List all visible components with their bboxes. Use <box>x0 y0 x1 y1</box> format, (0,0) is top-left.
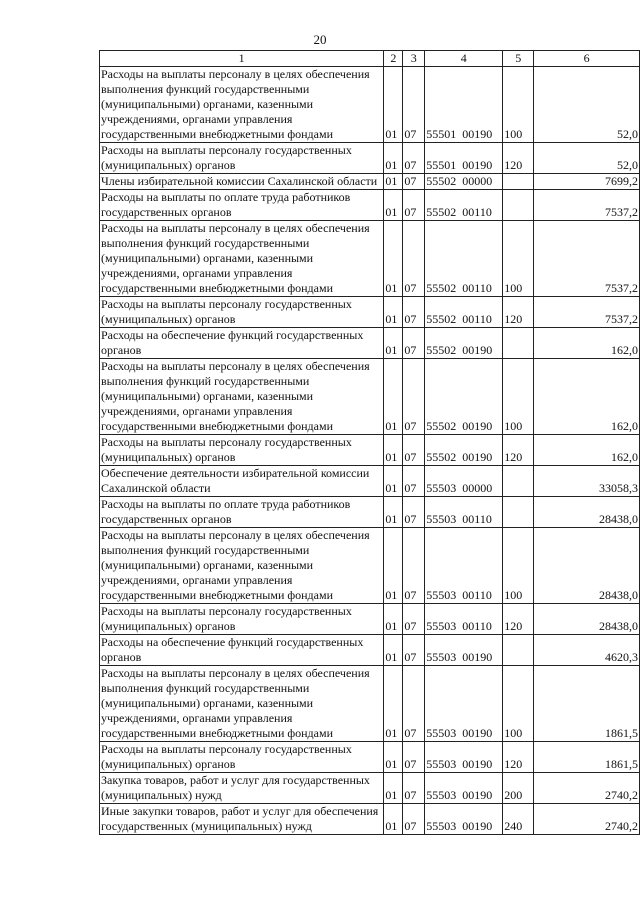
cell-subsection: 07 <box>403 773 425 804</box>
cell-target-article: 55502 00110 <box>425 297 503 328</box>
cell-section: 01 <box>384 67 403 143</box>
table-row <box>100 435 640 466</box>
cell-subsection: 07 <box>403 67 425 143</box>
cell-expense-type <box>503 190 534 221</box>
cell-amount: 52,0 <box>534 143 640 174</box>
cell-description: Расходы на выплаты персоналу государственных (муниципальных) органов <box>100 297 384 328</box>
cell-section: 01 <box>384 635 403 666</box>
cell-expense-type: 100 <box>503 67 534 143</box>
cell-subsection: 07 <box>403 635 425 666</box>
table-row <box>100 666 640 742</box>
cell-subsection: 07 <box>403 435 425 466</box>
cell-section: 01 <box>384 435 403 466</box>
cell-amount: 7537,2 <box>534 297 640 328</box>
cell-section: 01 <box>384 804 403 835</box>
cell-section: 01 <box>384 328 403 359</box>
cell-amount: 7537,2 <box>534 190 640 221</box>
cell-subsection: 07 <box>403 666 425 742</box>
cell-subsection: 07 <box>403 328 425 359</box>
cell-expense-type: 100 <box>503 528 534 604</box>
cell-target-article: 55502 00190 <box>425 435 503 466</box>
table-row <box>100 174 640 190</box>
cell-description: Расходы на выплаты персоналу государственных (муниципальных) органов <box>100 604 384 635</box>
cell-subsection: 07 <box>403 221 425 297</box>
cell-section: 01 <box>384 666 403 742</box>
cell-target-article: 55502 00110 <box>425 221 503 297</box>
cell-section: 01 <box>384 297 403 328</box>
cell-amount: 7537,2 <box>534 221 640 297</box>
cell-amount: 7699,2 <box>534 174 640 190</box>
table-row <box>100 497 640 528</box>
cell-description: Обеспечение деятельности избирательной комиссии Сахалинской области <box>100 466 384 497</box>
cell-expense-type: 120 <box>503 297 534 328</box>
cell-subsection: 07 <box>403 804 425 835</box>
cell-section: 01 <box>384 466 403 497</box>
cell-expense-type: 100 <box>503 666 534 742</box>
cell-target-article: 55503 00110 <box>425 604 503 635</box>
cell-expense-type <box>503 466 534 497</box>
cell-expense-type: 120 <box>503 742 534 773</box>
cell-description: Расходы на выплаты персоналу в целях обеспечения выполнения функций государственными (муниципальными) органами, казенными учреждениями, органами управления государственными внебюджетными фондами <box>100 666 384 742</box>
cell-description: Члены избирательной комиссии Сахалинской области <box>100 174 384 190</box>
cell-amount: 4620,3 <box>534 635 640 666</box>
cell-description: Закупка товаров, работ и услуг для государственных (муниципальных) нужд <box>100 773 384 804</box>
header-col-3: 3 <box>403 51 425 67</box>
cell-section: 01 <box>384 528 403 604</box>
cell-target-article: 55503 00110 <box>425 497 503 528</box>
table-row <box>100 466 640 497</box>
cell-amount: 2740,2 <box>534 773 640 804</box>
cell-amount: 28438,0 <box>534 497 640 528</box>
table-row <box>100 773 640 804</box>
cell-subsection: 07 <box>403 466 425 497</box>
cell-target-article: 55502 00190 <box>425 328 503 359</box>
cell-expense-type: 120 <box>503 143 534 174</box>
cell-description: Расходы на выплаты персоналу в целях обеспечения выполнения функций государственными (муниципальными) органами, казенными учреждениями, органами управления государственными внебюджетными фондами <box>100 67 384 143</box>
cell-target-article: 55503 00190 <box>425 742 503 773</box>
cell-expense-type <box>503 174 534 190</box>
cell-expense-type: 240 <box>503 804 534 835</box>
table-row <box>100 604 640 635</box>
cell-expense-type <box>503 497 534 528</box>
cell-target-article: 55502 00000 <box>425 174 503 190</box>
cell-section: 01 <box>384 604 403 635</box>
cell-description: Расходы на обеспечение функций государственных органов <box>100 328 384 359</box>
cell-description: Расходы на выплаты персоналу государственных (муниципальных) органов <box>100 435 384 466</box>
cell-target-article: 55503 00110 <box>425 528 503 604</box>
header-row <box>100 51 640 67</box>
cell-expense-type: 100 <box>503 221 534 297</box>
cell-subsection: 07 <box>403 297 425 328</box>
cell-expense-type: 100 <box>503 359 534 435</box>
cell-description: Расходы на выплаты персоналу в целях обеспечения выполнения функций государственными (муниципальными) органами, казенными учреждениями, органами управления государственными внебюджетными фондами <box>100 359 384 435</box>
cell-expense-type <box>503 635 534 666</box>
cell-subsection: 07 <box>403 528 425 604</box>
cell-amount: 28438,0 <box>534 604 640 635</box>
table-row <box>100 67 640 143</box>
table-body <box>100 67 640 835</box>
page-number: 20 <box>313 32 327 47</box>
cell-subsection: 07 <box>403 497 425 528</box>
cell-section: 01 <box>384 497 403 528</box>
cell-amount: 1861,5 <box>534 742 640 773</box>
header-col-4: 4 <box>425 51 503 67</box>
cell-target-article: 55502 00110 <box>425 190 503 221</box>
header-col-2: 2 <box>384 51 403 67</box>
cell-expense-type <box>503 328 534 359</box>
cell-subsection: 07 <box>403 604 425 635</box>
table-header <box>100 51 640 67</box>
cell-description: Расходы на выплаты персоналу государственных (муниципальных) органов <box>100 143 384 174</box>
table-row <box>100 804 640 835</box>
cell-target-article: 55503 00190 <box>425 666 503 742</box>
cell-section: 01 <box>384 359 403 435</box>
cell-amount: 162,0 <box>534 435 640 466</box>
cell-subsection: 07 <box>403 359 425 435</box>
cell-target-article: 55501 00190 <box>425 143 503 174</box>
cell-section: 01 <box>384 221 403 297</box>
cell-target-article: 55503 00190 <box>425 635 503 666</box>
cell-amount: 162,0 <box>534 328 640 359</box>
cell-subsection: 07 <box>403 742 425 773</box>
cell-expense-type: 200 <box>503 773 534 804</box>
cell-target-article: 55503 00190 <box>425 804 503 835</box>
cell-subsection: 07 <box>403 190 425 221</box>
cell-target-article: 55503 00190 <box>425 773 503 804</box>
table-row <box>100 528 640 604</box>
cell-target-article: 55502 00190 <box>425 359 503 435</box>
header-col-1: 1 <box>100 51 384 67</box>
cell-description: Расходы на обеспечение функций государственных органов <box>100 635 384 666</box>
cell-amount: 52,0 <box>534 67 640 143</box>
cell-amount: 28438,0 <box>534 528 640 604</box>
table-row <box>100 359 640 435</box>
table-row <box>100 221 640 297</box>
cell-description: Расходы на выплаты персоналу государственных (муниципальных) органов <box>100 742 384 773</box>
cell-amount: 2740,2 <box>534 804 640 835</box>
cell-expense-type: 120 <box>503 604 534 635</box>
cell-description: Расходы на выплаты персоналу в целях обеспечения выполнения функций государственными (муниципальными) органами, казенными учреждениями, органами управления государственными внебюджетными фондами <box>100 528 384 604</box>
budget-table <box>99 50 640 835</box>
table-row <box>100 297 640 328</box>
cell-subsection: 07 <box>403 143 425 174</box>
cell-section: 01 <box>384 174 403 190</box>
table-row <box>100 190 640 221</box>
cell-amount: 33058,3 <box>534 466 640 497</box>
cell-amount: 1861,5 <box>534 666 640 742</box>
cell-section: 01 <box>384 143 403 174</box>
header-col-6: 6 <box>534 51 640 67</box>
table-row <box>100 328 640 359</box>
table-row <box>100 742 640 773</box>
cell-section: 01 <box>384 742 403 773</box>
cell-target-article: 55501 00190 <box>425 67 503 143</box>
cell-description: Иные закупки товаров, работ и услуг для обеспечения государственных (муниципальных) нужд <box>100 804 384 835</box>
table-row <box>100 635 640 666</box>
cell-description: Расходы на выплаты по оплате труда работников государственных органов <box>100 497 384 528</box>
table-row <box>100 143 640 174</box>
cell-amount: 162,0 <box>534 359 640 435</box>
cell-subsection: 07 <box>403 174 425 190</box>
cell-section: 01 <box>384 190 403 221</box>
cell-description: Расходы на выплаты по оплате труда работников государственных органов <box>100 190 384 221</box>
cell-description: Расходы на выплаты персоналу в целях обеспечения выполнения функций государственными (муниципальными) органами, казенными учреждениями, органами управления государственными внебюджетными фондами <box>100 221 384 297</box>
cell-expense-type: 120 <box>503 435 534 466</box>
cell-target-article: 55503 00000 <box>425 466 503 497</box>
cell-section: 01 <box>384 773 403 804</box>
header-col-5: 5 <box>503 51 534 67</box>
